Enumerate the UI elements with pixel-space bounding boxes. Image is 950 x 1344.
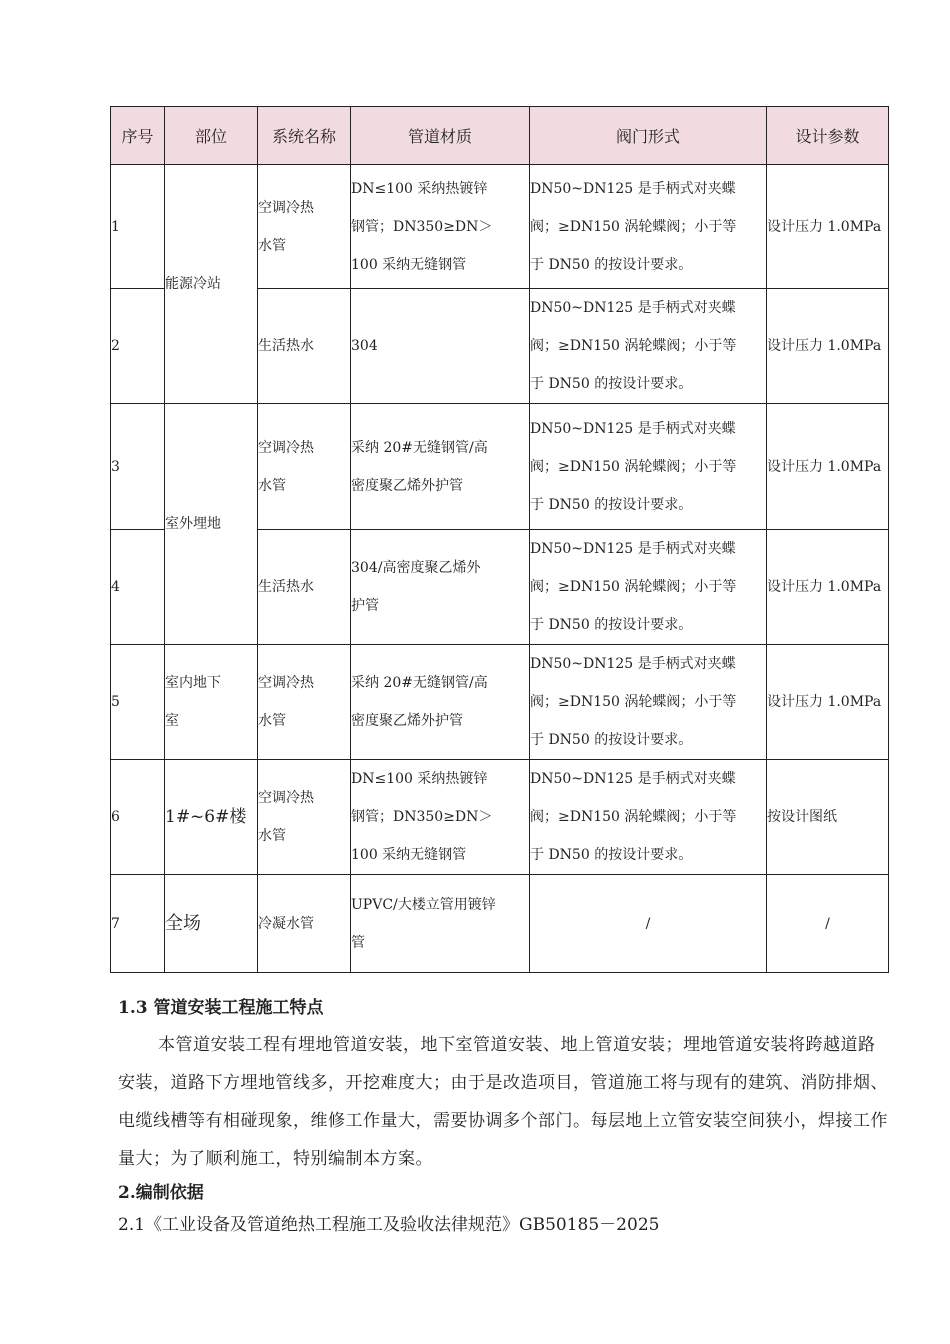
design-param-cell: 按设计图纸 xyxy=(767,760,889,875)
cell-line: 生活热水 xyxy=(258,338,314,354)
table-row xyxy=(111,875,889,973)
cell-line: 钢管；DN350≥DN＞ xyxy=(351,809,493,825)
cell-line: 阀；≥DN150 涡轮蝶阀；小于等 xyxy=(530,458,737,475)
valve-cell xyxy=(530,760,767,875)
cell-line: 空调冷热 xyxy=(258,199,314,216)
cell-line: 于 DN50 的按设计要求。 xyxy=(530,617,693,633)
cell-line: 空调冷热 xyxy=(258,790,314,806)
cell-line: 空调冷热 xyxy=(258,675,314,691)
valve-cell xyxy=(530,289,767,404)
cell-line: DN50~DN125 是手柄式对夹蝶 xyxy=(530,541,736,557)
cell-line: 采纳 20#无缝钢管/高 xyxy=(351,439,488,456)
table-row xyxy=(111,165,889,289)
location-cell xyxy=(165,645,258,760)
table-row xyxy=(111,760,889,875)
cell-line: 于 DN50 的按设计要求。 xyxy=(530,732,693,748)
cell-line: 室内地下 xyxy=(165,675,221,691)
material-cell xyxy=(351,530,530,645)
cell-line: 于 DN50 的按设计要求。 xyxy=(530,496,693,513)
material-cell xyxy=(351,165,530,289)
header-cell: 序号 xyxy=(111,107,165,165)
cell-line: 阀；≥DN150 涡轮蝶阀；小于等 xyxy=(530,809,737,825)
valve-cell xyxy=(530,404,767,530)
design-param-cell: / xyxy=(767,875,889,973)
header-cell: 管道材质 xyxy=(351,107,530,165)
table-row xyxy=(111,404,889,530)
cell-line: DN50~DN125 是手柄式对夹蝶 xyxy=(530,656,736,672)
cell-line: 阀；≥DN150 涡轮蝶阀；小于等 xyxy=(530,338,737,354)
pipe-spec-table xyxy=(110,106,889,973)
design-param-cell: 设计压力 1.0MPa xyxy=(767,645,889,760)
header-cell: 系统名称 xyxy=(258,107,351,165)
valve-cell xyxy=(530,530,767,645)
cell-line: 冷凝水管 xyxy=(258,915,314,932)
row-number: 3 xyxy=(111,404,165,530)
system-name-cell xyxy=(258,760,351,875)
row-number: 5 xyxy=(111,645,165,760)
valve-cell xyxy=(530,645,767,760)
cell-line: DN50~DN125 是手柄式对夹蝶 xyxy=(530,180,736,197)
cell-line: 于 DN50 的按设计要求。 xyxy=(530,376,693,392)
location-cell: 室外埋地 xyxy=(165,404,258,645)
cell-line: 阀；≥DN150 涡轮蝶阀；小于等 xyxy=(530,694,737,710)
cell-line: 304 xyxy=(351,338,378,354)
cell-line: 生活热水 xyxy=(258,579,314,595)
cell-line: 阀；≥DN150 涡轮蝶阀；小于等 xyxy=(530,579,737,595)
cell-line: 水管 xyxy=(258,828,286,844)
design-param-cell: 设计压力 1.0MPa xyxy=(767,165,889,289)
cell-line: 空调冷热 xyxy=(258,439,314,456)
system-name-cell xyxy=(258,875,351,973)
row-number: 6 xyxy=(111,760,165,875)
section-heading-2: 2.编制依据 xyxy=(118,1183,204,1203)
cell-line: 管 xyxy=(351,934,365,951)
cell-line: 100 采纳无缝钢管 xyxy=(351,256,467,273)
section-heading-1-3: 1.3 管道安装工程施工特点 xyxy=(118,998,324,1018)
cell-line: 阀；≥DN150 涡轮蝶阀；小于等 xyxy=(530,218,737,235)
cell-line: DN50~DN125 是手柄式对夹蝶 xyxy=(530,420,736,437)
material-cell xyxy=(351,875,530,973)
row-number: 4 xyxy=(111,530,165,645)
design-param-cell: 设计压力 1.0MPa xyxy=(767,404,889,530)
material-cell xyxy=(351,645,530,760)
cell-line: 密度聚乙烯外护管 xyxy=(351,477,463,494)
cell-line: 室 xyxy=(165,713,179,729)
cell-line: DN≤100 采纳热镀锌 xyxy=(351,180,488,197)
header-cell: 阀门形式 xyxy=(530,107,767,165)
cell-line: 水管 xyxy=(258,477,286,494)
location-cell: 全场 xyxy=(165,875,258,973)
cell-line: 100 采纳无缝钢管 xyxy=(351,847,467,863)
table-header-row xyxy=(111,107,889,165)
design-param-cell: 设计压力 1.0MPa xyxy=(767,530,889,645)
header-cell: 部位 xyxy=(165,107,258,165)
cell-line: 304/高密度聚乙烯外 xyxy=(351,560,481,576)
cell-line: / xyxy=(645,915,651,932)
cell-line: DN50~DN125 是手柄式对夹蝶 xyxy=(530,300,736,316)
design-param-cell: 设计压力 1.0MPa xyxy=(767,289,889,404)
row-number: 2 xyxy=(111,289,165,404)
location-cell: 能源冷站 xyxy=(165,165,258,404)
table-row xyxy=(111,645,889,760)
cell-line: 水管 xyxy=(258,713,286,729)
system-name-cell xyxy=(258,645,351,760)
cell-line: UPVC/大楼立管用镀锌 xyxy=(351,896,496,913)
cell-line: 护管 xyxy=(351,598,379,614)
cell-line: 于 DN50 的按设计要求。 xyxy=(530,256,693,273)
material-cell xyxy=(351,760,530,875)
system-name-cell xyxy=(258,289,351,404)
cell-line: 钢管；DN350≥DN＞ xyxy=(351,218,493,235)
system-name-cell xyxy=(258,165,351,289)
header-cell: 设计参数 xyxy=(767,107,889,165)
section-1-3-body: 本管道安装工程有埋地管道安装，地下室管道安装、地上管道安装；埋地管道安装将跨越道路安装，道路下方埋地管线多，开挖难度大；由于是改造项目，管道施工将与现有的建筑、消防排烟、电缆线槽等有相碰现象，维修工作量大，需要协调多个部门。每层地上立管安装空间狭小，焊接工作量大；为了顺利施工，特别编制本方案。 xyxy=(118,1035,888,1169)
system-name-cell xyxy=(258,530,351,645)
row-number: 7 xyxy=(111,875,165,973)
valve-cell xyxy=(530,165,767,289)
cell-line: DN50~DN125 是手柄式对夹蝶 xyxy=(530,771,736,787)
material-cell xyxy=(351,289,530,404)
cell-line: 水管 xyxy=(258,237,286,254)
location-cell: 1#~6#楼 xyxy=(165,760,258,875)
cell-line: DN≤100 采纳热镀锌 xyxy=(351,771,488,787)
cell-line: 于 DN50 的按设计要求。 xyxy=(530,847,693,863)
system-name-cell xyxy=(258,404,351,530)
row-number: 1 xyxy=(111,165,165,289)
cell-line: 采纳 20#无缝钢管/高 xyxy=(351,675,488,691)
material-cell xyxy=(351,404,530,530)
cell-line: 密度聚乙烯外护管 xyxy=(351,713,463,729)
valve-cell xyxy=(530,875,767,973)
reference-item-2-1: 2.1《工业设备及管道绝热工程施工及验收法律规范》GB50185－2025 xyxy=(118,1215,660,1235)
